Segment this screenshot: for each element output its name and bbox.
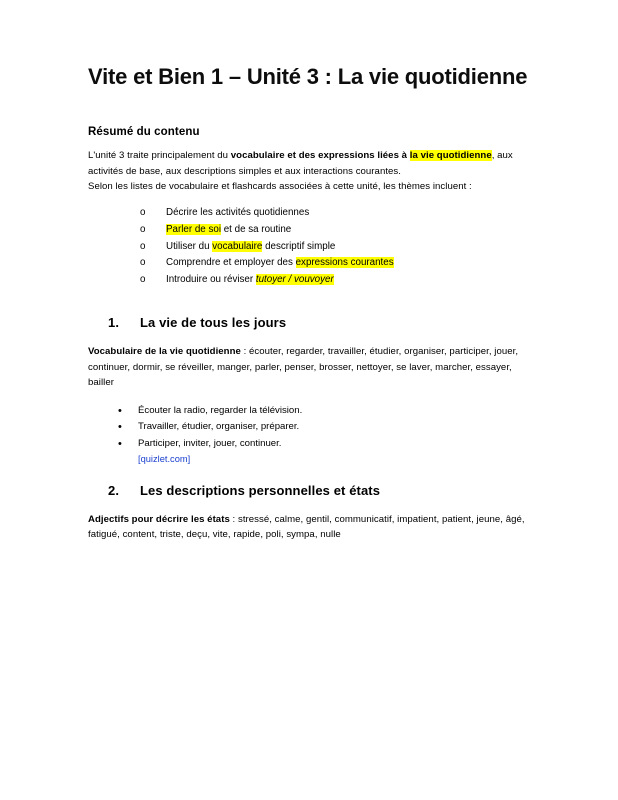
summary-paragraph-2: Selon les listes de vocabulaire et flashcards associées à cette unité, les thèmes incluent : (88, 181, 472, 193)
list-item-text: Participer, inviter, jouer, continuer. (138, 437, 282, 449)
summary-para1-highlight: la vie quotidienne (409, 150, 492, 162)
list-item (118, 436, 540, 469)
section-2-title: Les descriptions personnelles et états (140, 482, 381, 498)
section-1-lead (88, 344, 540, 391)
list-item-highlight: vocabulaire (212, 240, 263, 252)
list-item-highlight: Parler de soi (166, 223, 221, 235)
list-item-text: Introduire ou réviser (166, 274, 256, 286)
list-item: • Écouter la radio, regarder la télévision. (118, 403, 540, 420)
section-2-lead-rest: : stressé, calme, gentil, communicatif, impatient, patient, jeune, âgé, fatigué, content, triste, deçu, vite, rapide, poli, sympa, nulle (88, 513, 525, 541)
list-item-highlight: expressions courantes (295, 257, 394, 269)
list-item (140, 272, 540, 289)
list-item-text: Comprendre et employer des (166, 257, 296, 269)
summary-para1-part-d: , aux activités de base, aux descriptions simples et aux interactions courantes. (88, 150, 513, 177)
summary-heading: Résumé du contenu (88, 126, 200, 139)
list-item (140, 205, 540, 222)
list-item-text: et de sa routine (221, 223, 292, 235)
section-1-lead-rest: : écouter, regarder, travailler, étudier, organiser, participer, jouer, continuer, dormir, se réveiller, manger, parler, penser, brosser, nettoyer, se laver, marcher, essayer, bailler (88, 346, 519, 389)
list-item-highlight: tutoyer / vouvoyer (255, 274, 334, 286)
list-item (140, 255, 540, 272)
section-2-lead-bold: Adjectifs pour décrire les états (88, 513, 230, 525)
summary-para1-part-b: vocabulaire et des expressions liées à (230, 150, 410, 162)
section-2-heading (108, 482, 540, 498)
summary-bullet-list (88, 205, 540, 289)
section-1-heading (108, 315, 540, 331)
summary-para1-part-a: L'unité 3 traite principalement du (88, 150, 231, 162)
section-1-lead-bold: Vocabulaire de la vie quotidienne (88, 346, 241, 358)
page-title: Vite et Bien 1 – Unité 3 : La vie quotidienne (88, 64, 528, 89)
section-1-number: 1. (108, 315, 120, 331)
section-2-header-wrap (88, 483, 540, 498)
section-1-title: La vie de tous les jours (140, 315, 287, 331)
list-item-text: Utiliser du (166, 240, 213, 252)
section-1-header-wrap (88, 315, 540, 330)
list-item (140, 239, 540, 256)
list-item-text: Décrire les activités quotidiennes (166, 206, 310, 218)
section-1-bullet-list (88, 403, 540, 469)
source-link-quizlet[interactable]: [quizlet.com] (138, 454, 191, 465)
list-item: • Travailler, étudier, organiser, préparer. (118, 419, 540, 436)
section-2-lead (88, 512, 540, 543)
summary-paragraph-1 (88, 148, 540, 179)
section-2-number: 2. (108, 482, 120, 498)
list-item (140, 222, 540, 239)
list-item-text-tail: descriptif simple (262, 240, 336, 252)
